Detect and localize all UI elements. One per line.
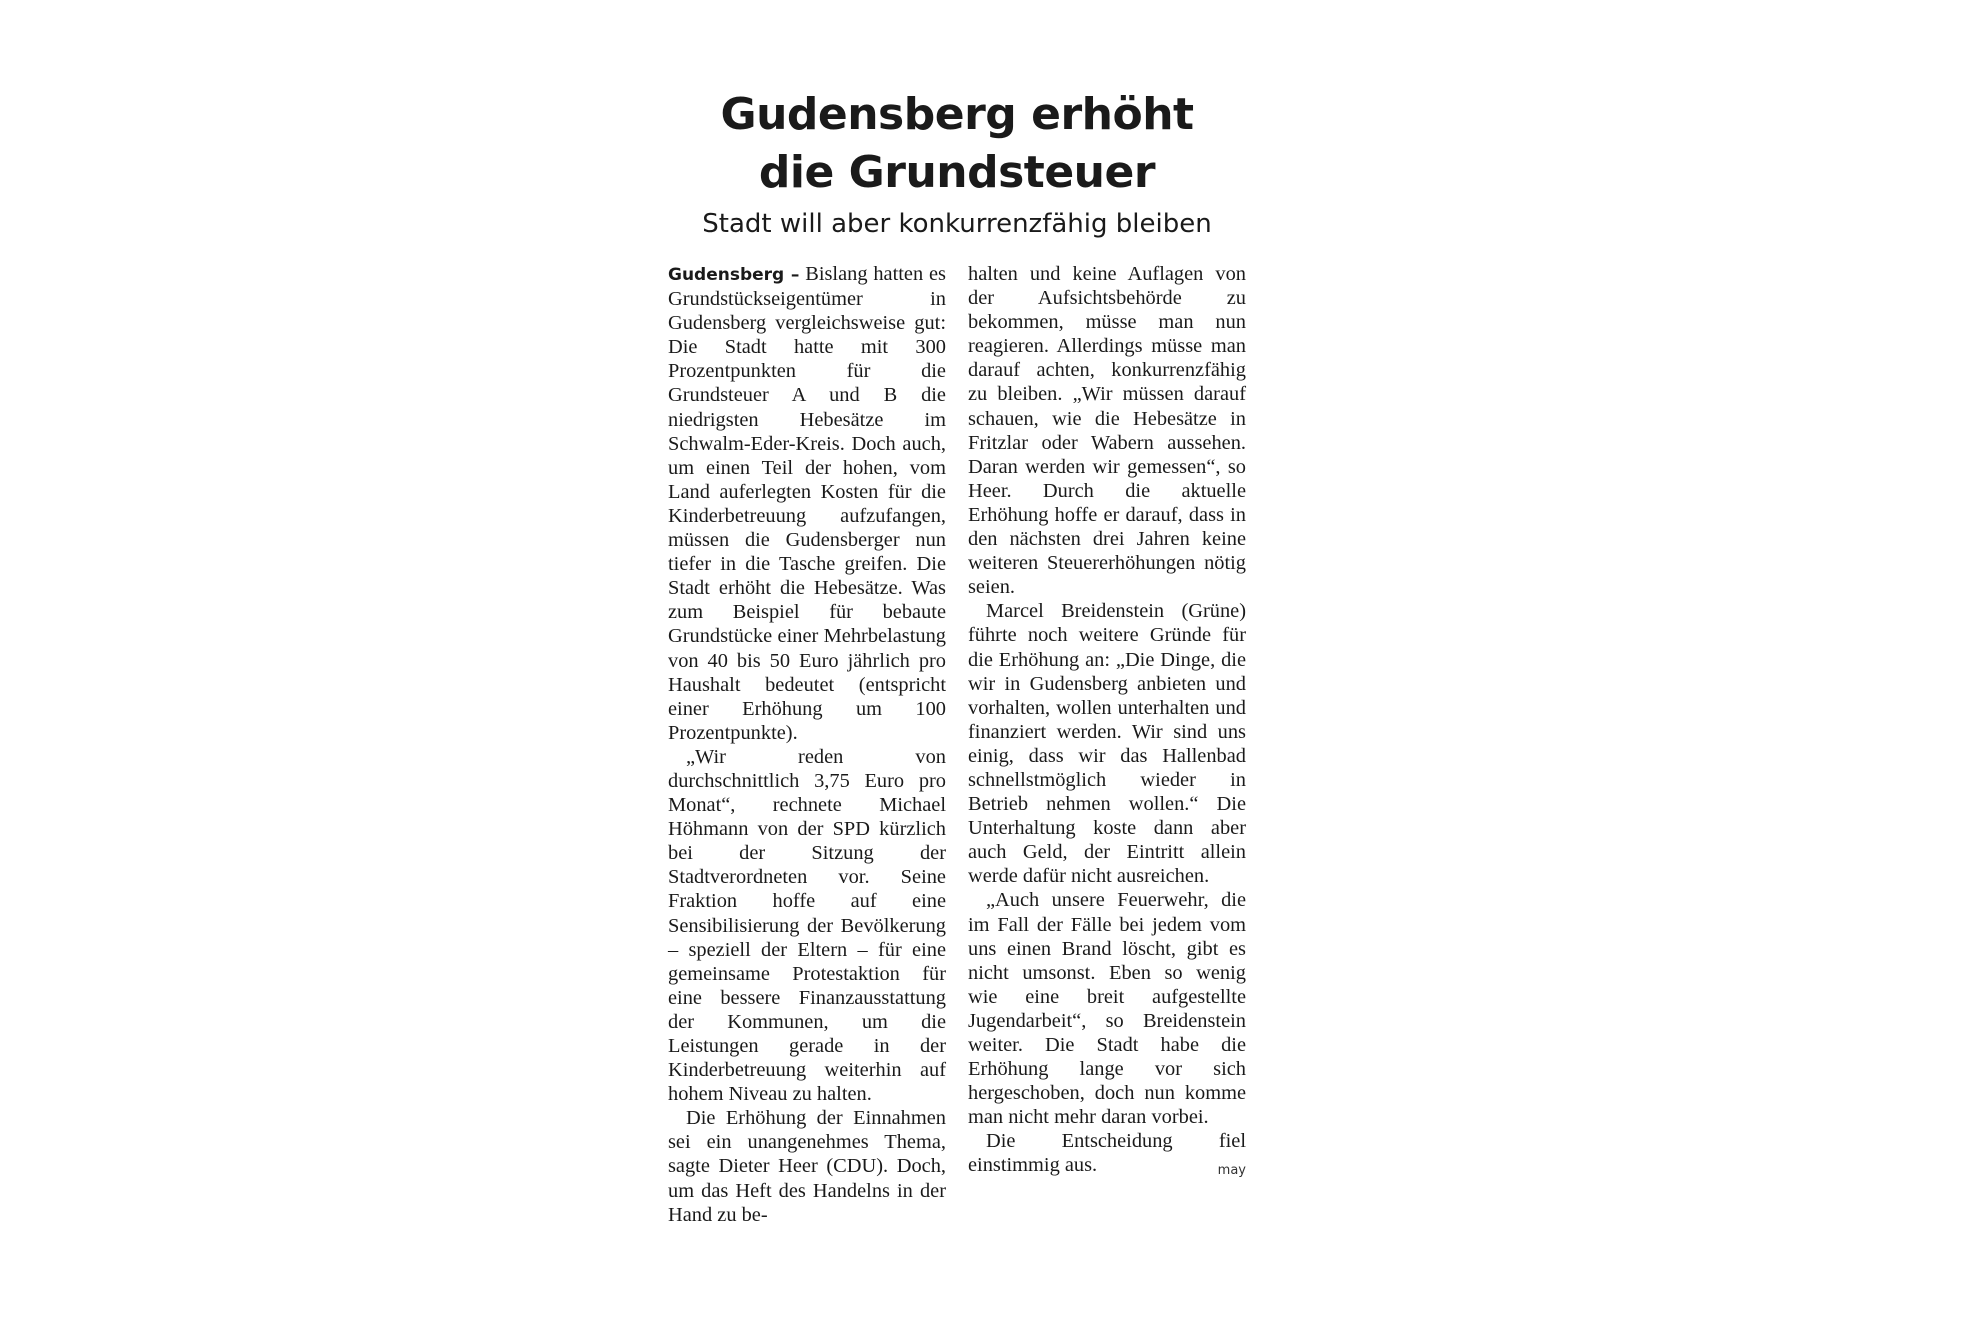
paragraph-text: Bislang hatten es Grundstückseigentümer in Gudensberg vergleichsweise gut: Die Stadt hatte mit 300 Prozentpunkten für die Grundsteuer A und B die niedrigsten Hebesätze im Schwalm-Eder-Kreis. Doch auch, um einen Teil der hohen, vom Land auferlegten Kosten für die Kinderbetreuung aufzufangen, müssen die Gudensberger nun tiefer in die Tasche greifen. Die Stadt erhöht die Hebesätze. Was zum Beispiel für bebaute Grundstücke einer Mehrbelastung von 40 bis 50 Euro jährlich pro Haushalt bedeutet (entspricht einer Erhöhung um 100 Prozentpunkte). <box>668 263 946 744</box>
paragraph-text: Die Entscheidung fiel einstimmig aus. <box>968 1130 1246 1177</box>
paragraph <box>968 1129 1246 1177</box>
paragraph: „Auch unsere Feuerwehr, die im Fall der Fälle bei jedem vom uns einen Brand löscht, gibt es nicht umsonst. Eben so wenig wie eine breit aufgestellte Jugendarbeit“, so Breidenstein weiter. Die Stadt habe die Erhöhung lange vor sich hergeschoben, doch nun komme man nicht mehr daran vorbei. <box>968 889 1246 1129</box>
paragraph: „Wir reden von durchschnittlich 3,75 Euro pro Monat“, rechnete Michael Höhmann von der SPD kürzlich bei der Sitzung der Stadtverordneten vor. Seine Fraktion hoffe auf eine Sensibilisierung der Bevölkerung – speziell der Eltern – für eine gemeinsame Protestaktion für eine bessere Finanzausstattung der Kommunen, um die Leistungen gerade in der Kinderbetreuung weiterhin auf hohem Niveau zu halten. <box>668 745 946 1106</box>
paragraph: Marcel Breidenstein (Grüne) führte noch weitere Gründe für die Erhöhung an: „Die Dinge, die wir in Gudensberg anbieten und vorhalten, wollen unterhalten und finanziert werden. Wir sind uns einig, dass wir das Hallenbad schnellstmöglich wieder in Betrieb nehmen wollen.“ Die Unterhaltung koste dann aber auch Geld, der Eintritt allein werde dafür nicht ausreichen. <box>968 600 1246 888</box>
author-initials: may <box>1217 1163 1246 1179</box>
subheadline: Stadt will aber konkurrenzfähig bleiben <box>702 209 1212 239</box>
paragraph: halten und keine Auflagen von der Aufsichtsbehörde zu bekommen, müsse man nun reagieren. Allerdings müsse man darauf achten, konkurrenzfähig zu bleiben. „Wir müssen darauf schauen, wie die Hebesätze in Fritzlar oder Wabern aussehen. Daran werden wir gemessen“, so Heer. Durch die aktuelle Erhöhung hoffe er darauf, dass in den nächsten drei Jahren keine weiteren Steuererhöhungen nötig seien. <box>968 263 1246 599</box>
article <box>668 86 1246 1227</box>
column-1 <box>668 262 946 1227</box>
paragraph: Die Erhöhung der Einnahmen sei ein unangenehmes Thema, sagte Dieter Heer (CDU). Doch, um das Heft des Handelns in der Hand zu be- <box>668 1107 946 1226</box>
paragraph <box>668 262 946 745</box>
headline <box>668 86 1246 202</box>
article-body <box>668 262 1246 1227</box>
column-2 <box>968 262 1246 1227</box>
headline-line-2: die Grundsteuer <box>758 147 1156 198</box>
headline-line-1: Gudensberg erhöht <box>720 89 1194 140</box>
dateline: Gudensberg – <box>668 265 800 285</box>
